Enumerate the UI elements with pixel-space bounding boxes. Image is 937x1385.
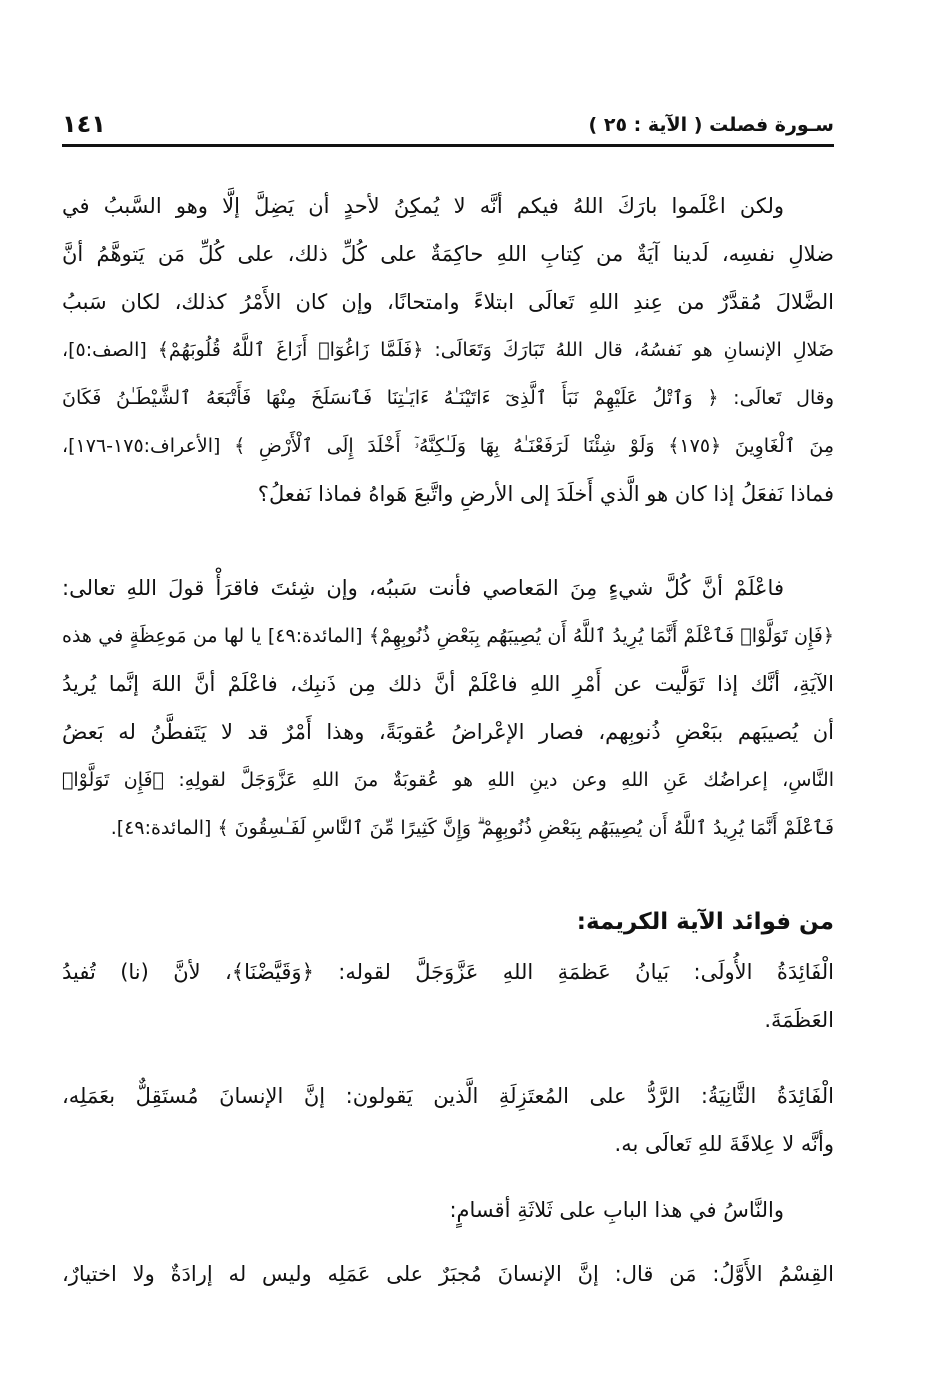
header-divider: [62, 144, 834, 147]
text-line: مِنَ ٱلْغَاوِينَ ﴿١٧٥﴾ وَلَوْ شِئْنَا لَرَفَعْنَـٰهُ بِهَا وَلَـٰكِنَّهُۥٓ أَخْلَدَ إِلَى ٱلْأَرْضِ ﴾ [الأعراف:١٧٥-١٧٦]،: [62, 435, 834, 457]
text-line: فاعْلَمْ أنَّ كُلَّ شيءٍ مِنَ المَعاصي فأنت سَببُه، وإن شِئتَ فاقرَأْ قولَ اللهِ تعالى:: [62, 576, 784, 600]
section-heading: من فوائد الآية الكريمة:: [576, 909, 834, 935]
text-line: والنَّاسُ في هذا البابِ على ثَلاثَةِ أقسامٍ:: [449, 1198, 784, 1222]
text-line: العَظَمَةَ.: [764, 1008, 834, 1032]
text-line: فماذا نَفعَلُ إذا كان هو الَّذي أَخلَدَ إلى الأرضِ واتَّبعَ هَواهُ فماذا نَفعلُ؟: [257, 482, 834, 506]
text-line: ﴿فَإِن تَوَلَّوْا۟ فَٱعْلَمْ أَنَّمَا يُرِيدُ ٱللَّهُ أَن يُصِيبَهُم بِبَعْضِ ذُنُوبِهِمْ﴾ [المائدة:٤٩] يا لها من مَوعِظَةٍ في هذه: [62, 625, 834, 647]
surah-title: سـورة فصلت ( الآية : ٢٥ ): [588, 114, 834, 136]
page-number: ١٤١: [62, 110, 106, 138]
text-line: القِسْمُ الأَوَّلُ: مَن قال: إنَّ الإنسانَ مُجبَرٌ على عَمَلِه وليس له إرادَةٌ ولا اختيارٌ،: [62, 1262, 834, 1286]
text-line: الْفَائِدَةُ الأُولَى: بَيانُ عَظمَةِ اللهِ عَزَّوَجَلَّ لقوله: ﴿وَقَيَّضْنَا﴾، لأنَّ (نا) تُفيدُ: [62, 960, 834, 984]
text-line: الْفَائِدَةُ الثَّانِيَةُ: الرَّدُّ على المُعتَزِلَةِ الَّذين يَقولون: إنَّ الإنسانَ مُستَقِلٌّ بعَمَلِه،: [62, 1084, 834, 1108]
text-line: الآيَةِ، أنَّك إذا تَوَلَّيت عن أَمْرِ اللهِ فاعْلَمْ أنَّ ذلك مِن ذَنبِك، فاعْلَمْ أنَّ اللهَ إنَّما يُريدُ: [62, 672, 834, 696]
text-line: ولكن اعْلَموا بارَكَ اللهُ فيكم أنَّه لا يُمكِنُ لأحدٍ أن يَضِلَّ إلَّا وهو السَّببُ في: [62, 194, 784, 218]
text-line: النَّاسِ، إعراضُك عَنِ اللهِ وعن دينِ اللهِ هو عُقوبَةٌ منَ اللهِ عَزَّوَجَلَّ لقولِهِ: ﴿فَإِن تَوَلَّوْا۟: [62, 769, 834, 791]
text-line: وقال تَعالَى: ﴿ وَٱتْلُ عَلَيْهِمْ نَبَأَ ٱلَّذِىٓ ءَاتَيْنَـٰهُ ءَايَـٰتِنَا فَٱنسَلَخَ مِنْهَا فَأَتْبَعَهُ ٱلشَّيْطَـٰنُ فَكَانَ: [62, 387, 834, 409]
text-line: فَٱعْلَمْ أَنَّمَا يُرِيدُ ٱللَّهُ أَن يُصِيبَهُم بِبَعْضِ ذُنُوبِهِمْ ۗ وَإِنَّ كَثِيرًا مِّنَ ٱلنَّاسِ لَفَـٰسِقُونَ ﴾ [المائدة:٤٩].: [110, 817, 834, 839]
text-line: وأنَّه لا عِلاقَةَ للهِ تَعالَى به.: [614, 1132, 834, 1156]
text-line: أن يُصيبَهم ببَعْضِ ذُنوبِهم، فصار الإعْراضُ عُقوبَةً، وهذا أَمْرٌ قد لا يَتَفطَّنُ له بَعضُ: [62, 720, 834, 744]
text-line: الضَّلالَ مُقدَّرٌ من عِندِ اللهِ تَعالَى ابتلاءً وامتحانًا، وإن كان الأَمْرُ كذلك، لكان سَببُ: [62, 290, 834, 314]
text-line: ضَلالِ الإنسانِ هو نَفسُهُ، قال اللهُ تَبَارَكَ وَتَعَالَى: ﴿فَلَمَّا زَاغُوٓا۟ أَزَاغَ ٱللَّهُ قُلُوبَهُمْ﴾ [الصف:٥]،: [62, 339, 834, 361]
text-line: ضلالِ نفسِه، لَدينا آيَةٌ من كِتابِ اللهِ حاكِمَةٌ على كُلِّ ذلك، على كُلِّ مَن يَتوهَّمُ أنَّ: [62, 242, 834, 266]
page-header: [62, 108, 834, 148]
